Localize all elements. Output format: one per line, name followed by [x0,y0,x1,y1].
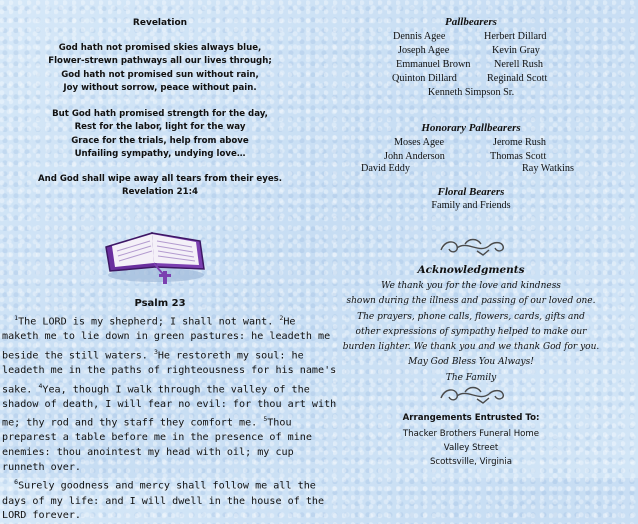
pallbearer-name: Kevin Gray [492,45,540,56]
pallbearer-name: Emmanuel Brown [396,59,471,70]
poem-line: God hath not promised skies always blue, [58,43,262,53]
poem-stanza-1 [0,42,320,96]
psalm-line: days of my life: and I will dwell in the house of the [2,495,325,507]
pallbearer-name: Joseph Agee [398,45,450,56]
acknowledgments-line: May God Bless You Always! [408,357,534,368]
funeral-home-street: Valley Street [443,443,499,453]
bible-icon [100,213,210,287]
psalm-text [2,311,337,524]
acknowledgments-text [340,279,602,386]
acknowledgments-title: Acknowledgments [417,264,525,276]
psalm-line: LORD forever. [2,510,82,522]
honorary-pallbearer-name: David Eddy [361,163,410,174]
psalm-line: leadeth me in the paths of righteousness for his name's [2,364,337,376]
honorary-pallbearer-name: Moses Agee [394,137,445,148]
poem-line: God hath not promised sun without rain, [61,69,259,80]
pallbearer-name: Herbert Dillard [484,31,547,42]
honorary-pallbearers-title: Honorary Pallbearers [421,122,521,134]
pallbearer-name: Quinton Dillard [392,73,457,84]
honorary-pallbearer-name: Thomas Scott [490,151,547,162]
psalm-line: sake. $^4$Yea, though I walk through the valley of the [2,381,310,395]
funeral-home-name: Thacker Brothers Funeral Home [402,429,540,439]
acknowledgments-line: burden lighter. We thank you and we thank God for you. [342,342,600,353]
poem-line: Unfailing sympathy, undying love… [74,149,246,160]
poem-title: Revelation [132,18,188,28]
psalm-title: Psalm 23 [134,298,186,309]
poem-line: Rest for the labor, light for the way [74,122,246,133]
honorary-pallbearer-name: Jerome Rush [493,137,546,148]
poem-stanza-2 [0,108,320,162]
funeral-home-city: Scottsville, Virginia [429,457,513,467]
acknowledgments-line: other expressions of sympathy helped to make our [355,326,587,337]
acknowledgments-line: The prayers, phone calls, flowers, cards, gifts and [357,311,585,322]
pallbearer-name: Nerell Rush [494,59,543,70]
psalm-line: preparest a table before me in the presence of mine [2,432,312,444]
poem-line: But God hath promised strength for the day, [52,109,268,119]
pallbearer-name: Reginald Scott [487,73,548,84]
poem-line: Grace for the trials, help from above [71,135,249,146]
psalm-line: shadow of death, I will fear no evil: for thou art with [2,398,337,410]
poem-reference: Revelation 21:4 [121,187,199,198]
honorary-pallbearer-name: John Anderson [384,151,445,162]
floral-bearers-title: Floral Bearers [437,186,505,198]
psalm-line: enemies: thou anointest my head with oil; my cup [2,447,294,459]
flourish-divider-icon [437,236,509,258]
acknowledgments-line: We thank you for the love and kindness [381,281,561,291]
poem-line: Joy without sorrow, peace without pain. [63,83,257,94]
pallbearer-name: Kenneth Simpson Sr. [427,87,515,98]
psalm-line: $^1$The LORD is my shepherd; I shall not want. $^2$He [14,314,296,328]
flourish-divider-icon [437,384,509,406]
poem-line: Flower-strewn pathways all our lives through; [48,56,272,67]
pallbearers-title: Pallbearers [445,16,497,28]
honorary-pallbearer-name: Ray Watkins [522,163,574,174]
psalm-line: me; thy rod and thy staff they comfort me. $^5$Thou [2,415,292,429]
acknowledgments-line: shown during the illness and passing of our loved one. [346,296,596,307]
arrangements-title: Arrangements Entrusted To: [402,413,540,423]
pallbearer-name: Dennis Agee [393,31,446,42]
psalm-line: $^6$Surely goodness and mercy shall follow me all the [14,478,316,492]
arrangements-text [340,427,602,469]
psalm-line: runneth over. [2,461,82,473]
poem-line: And God shall wipe away all tears from their eyes. [37,174,283,184]
floral-bearers-text: Family and Friends [431,200,511,211]
psalm-line: beside the still waters. $^3$He restoreth my soul: he [2,347,304,362]
poem-stanza-3 [0,173,320,200]
acknowledgments-signature: The Family [445,372,497,383]
psalm-line: maketh me to lie down in green pastures: he leadeth me [2,331,331,343]
